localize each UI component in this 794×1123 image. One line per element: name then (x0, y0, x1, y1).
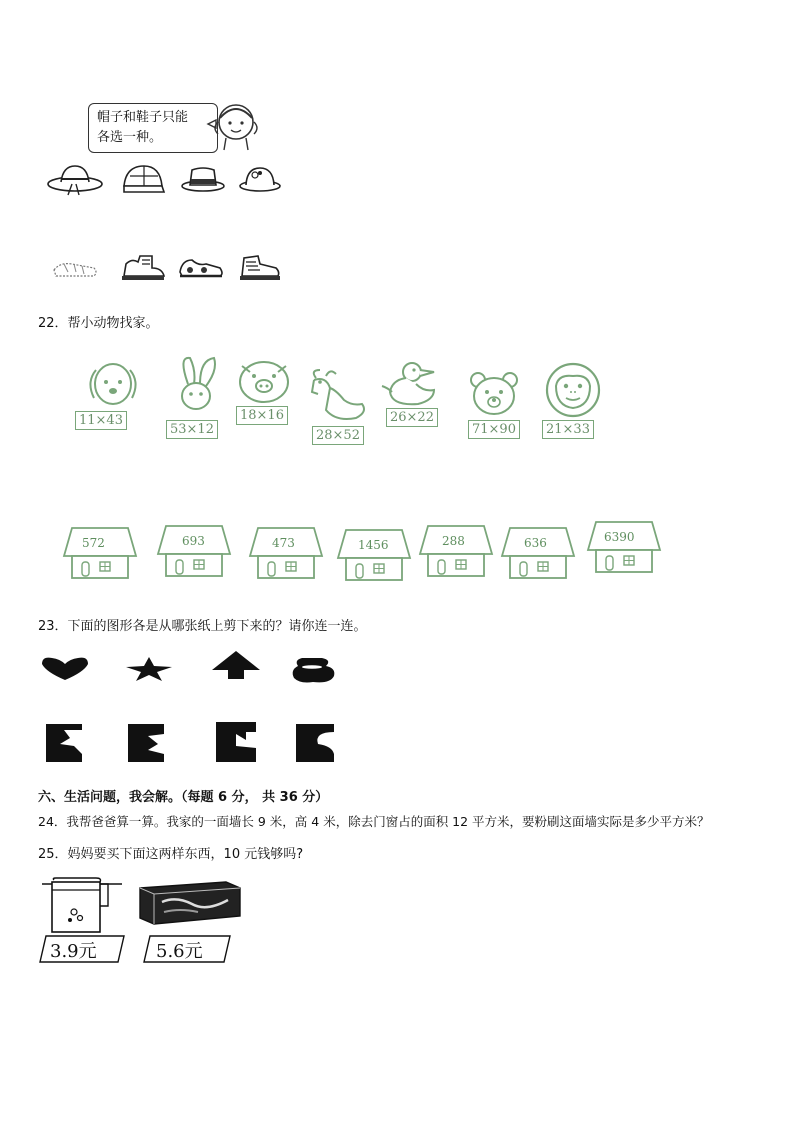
price-tag-toothpaste (142, 934, 232, 964)
house-3 (248, 524, 324, 580)
fedora-icon (180, 164, 226, 194)
house-icon (500, 524, 576, 580)
house-icon (418, 522, 494, 578)
cut-paper-4 (296, 724, 334, 762)
heart-shape (40, 656, 90, 682)
house-icon (586, 518, 662, 574)
speech-line-1: 帽子和鞋子只能 (97, 110, 189, 125)
boot-icon (118, 250, 168, 282)
question-24-text: 24．我帮爸爸算一算。我家的一面墙长 9 米，高 4 米，除去门窗占的面积 12 平方米，要粉刷这面墙实际是多少平方米？ (38, 814, 710, 829)
house-icon (248, 524, 324, 580)
monkey-icon (538, 362, 608, 420)
sneaker-icon (176, 252, 226, 280)
house-icon (336, 526, 412, 582)
animal-label-pig: 18×16 (236, 406, 288, 425)
cut-paper-3 (216, 722, 256, 762)
bear-icon (464, 370, 524, 418)
figure-eight-shape (290, 656, 336, 684)
rabbit-icon (170, 354, 226, 418)
animal-label-rabbit: 53×12 (166, 420, 218, 439)
wide-brim-hat-icon (46, 162, 104, 198)
house-icon (156, 522, 232, 578)
section-6-title: 六、生活问题，我会解。（每题 6 分， 共 36 分） (38, 790, 329, 805)
question-22-title: 22．帮小动物找家。 (38, 316, 159, 331)
question-23-title: 23．下面的图形各是从哪张纸上剪下来的？请你连一连。 (38, 619, 367, 634)
speech-bubble (88, 103, 218, 153)
house-number: 693 (182, 534, 205, 548)
girl-icon (206, 98, 262, 152)
animal-label-bear: 71×90 (468, 420, 520, 439)
house-6 (500, 524, 576, 580)
house-icon (62, 524, 138, 580)
dog-icon (82, 358, 144, 410)
star-shape (124, 656, 174, 682)
house-number: 288 (442, 534, 465, 548)
price-tag-towel (38, 934, 126, 964)
cut-paper-2 (128, 724, 164, 762)
house-number: 1456 (358, 538, 389, 552)
speech-line-2: 各选一种。 (97, 130, 163, 145)
price-toothpaste: 5.6元 (156, 941, 203, 962)
house-7 (586, 518, 662, 574)
towel-icon (40, 876, 124, 934)
animal-label-goat: 28×52 (312, 426, 364, 445)
house-number: 473 (272, 536, 295, 550)
sandal-icon (50, 254, 100, 280)
animal-label-monkey: 21×33 (542, 420, 594, 439)
house-1 (62, 524, 138, 580)
question-25-text: 25．妈妈要买下面这两样东西，10 元钱够吗? (38, 847, 304, 862)
toothpaste-icon (136, 878, 244, 930)
pig-icon (234, 358, 294, 406)
house-4 (336, 526, 412, 582)
cut-paper-1 (46, 724, 82, 762)
cap-icon (118, 162, 168, 196)
bonnet-icon (238, 162, 282, 194)
price-towel: 3.9元 (50, 941, 97, 962)
animal-label-duck: 26×22 (386, 408, 438, 427)
house-number: 6390 (604, 530, 635, 544)
house-number: 572 (82, 536, 105, 550)
house-number: 636 (524, 536, 547, 550)
house-5 (418, 522, 494, 578)
duck-icon (378, 360, 444, 410)
goat-icon (306, 366, 372, 424)
arrow-shape (210, 650, 262, 680)
high-top-shoe-icon (236, 250, 282, 282)
house-2 (156, 522, 232, 578)
animal-label-dog: 11×43 (75, 411, 127, 430)
